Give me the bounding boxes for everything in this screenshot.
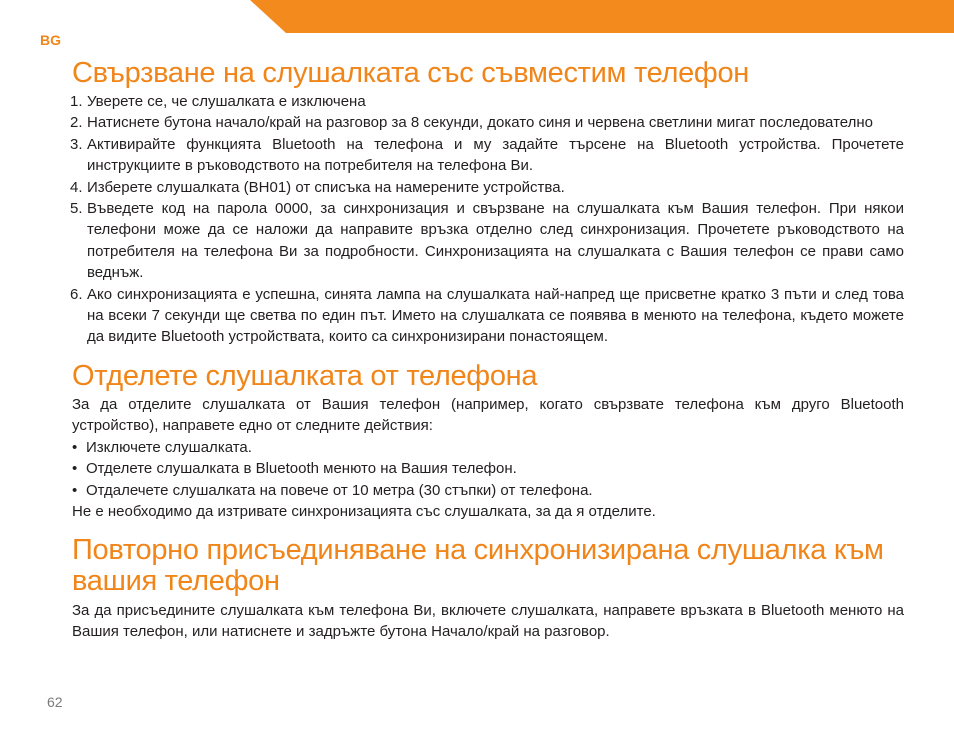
bullet-icon: • <box>72 460 78 478</box>
language-label: BG <box>40 32 61 48</box>
disconnect-note: Не е необходимо да изтривате синхронизацията със слушалката, за да я отделите. <box>72 503 656 521</box>
list-item: 5. Въведете код на парола 0000, за синхронизация и свързване на слушалката към Вашия телефон. При някои телефони може да се наложи да направите връзка отделно след синхронизация. Прочетете ръководството на потребителя на телефона Ви за подробности. Синхронизацията на слушалката с Вашия телефон се прави само веднъж. <box>70 200 904 282</box>
page-content <box>72 55 904 643</box>
list-item: 1. Уверете се, че слушалката е изключена <box>70 93 366 110</box>
reconnect-text: За да присъедините слушалката към телефона Ви, включете слушалката, направете връзката в Bluetooth менюто на Вашия телефон, или натиснете и задръжте бутона Начало/край на разговор. <box>72 601 904 641</box>
header-accent-band <box>250 0 954 33</box>
page-number: 62 <box>47 694 63 710</box>
list-item: 4. Изберете слушалката (BH01) от списъка на намерените устройства. <box>70 178 565 196</box>
section-title-pairing: Свързване на слушалката със съвместим телефон <box>72 57 750 89</box>
pairing-steps-list <box>72 91 904 348</box>
section-title-disconnect: Отделете слушалката от телефона <box>72 359 538 392</box>
list-item: • Изключете слушалката. <box>72 437 904 459</box>
list-item: 2. Натиснете бутона начало/край на разговор за 8 секунди, докато синя и червена светлини мигат последователно <box>70 114 873 132</box>
bullet-icon: • <box>72 438 78 456</box>
list-item: 6. Ако синхронизацията е успешна, синята лампа на слушалката най-напред ще присветне кратко 3 пъти и след това на всеки 7 секунди ще светва по един път. Името на слушалката се появява в менюто на телефона, където можете да видите Bluetooth устройствата, които са синхронизирани понастоящем. <box>70 285 904 346</box>
list-item: • Отдалечете слушалката на повече от 10 метра (30 стъпки) от телефона. <box>72 480 904 502</box>
disconnect-intro: За да отделите слушалката от Вашия телефон (например, когато свързвате телефона към друго Bluetooth устройство), направете едно от следните действия: <box>72 395 904 435</box>
disconnect-options-list <box>72 437 904 502</box>
bullet-icon: • <box>72 481 78 499</box>
section-title-reconnect: Повторно присъединяване на синхронизирана слушалка към вашия телефон <box>72 533 884 597</box>
list-item: 3. Активирайте функцията Bluetooth на телефона и му задайте търсене на Bluetooth устройства. Прочетете инструкциите в ръководството на потребителя на телефона Ви. <box>70 135 904 175</box>
list-item: • Отделете слушалката в Bluetooth менюто на Вашия телефон. <box>72 458 904 480</box>
